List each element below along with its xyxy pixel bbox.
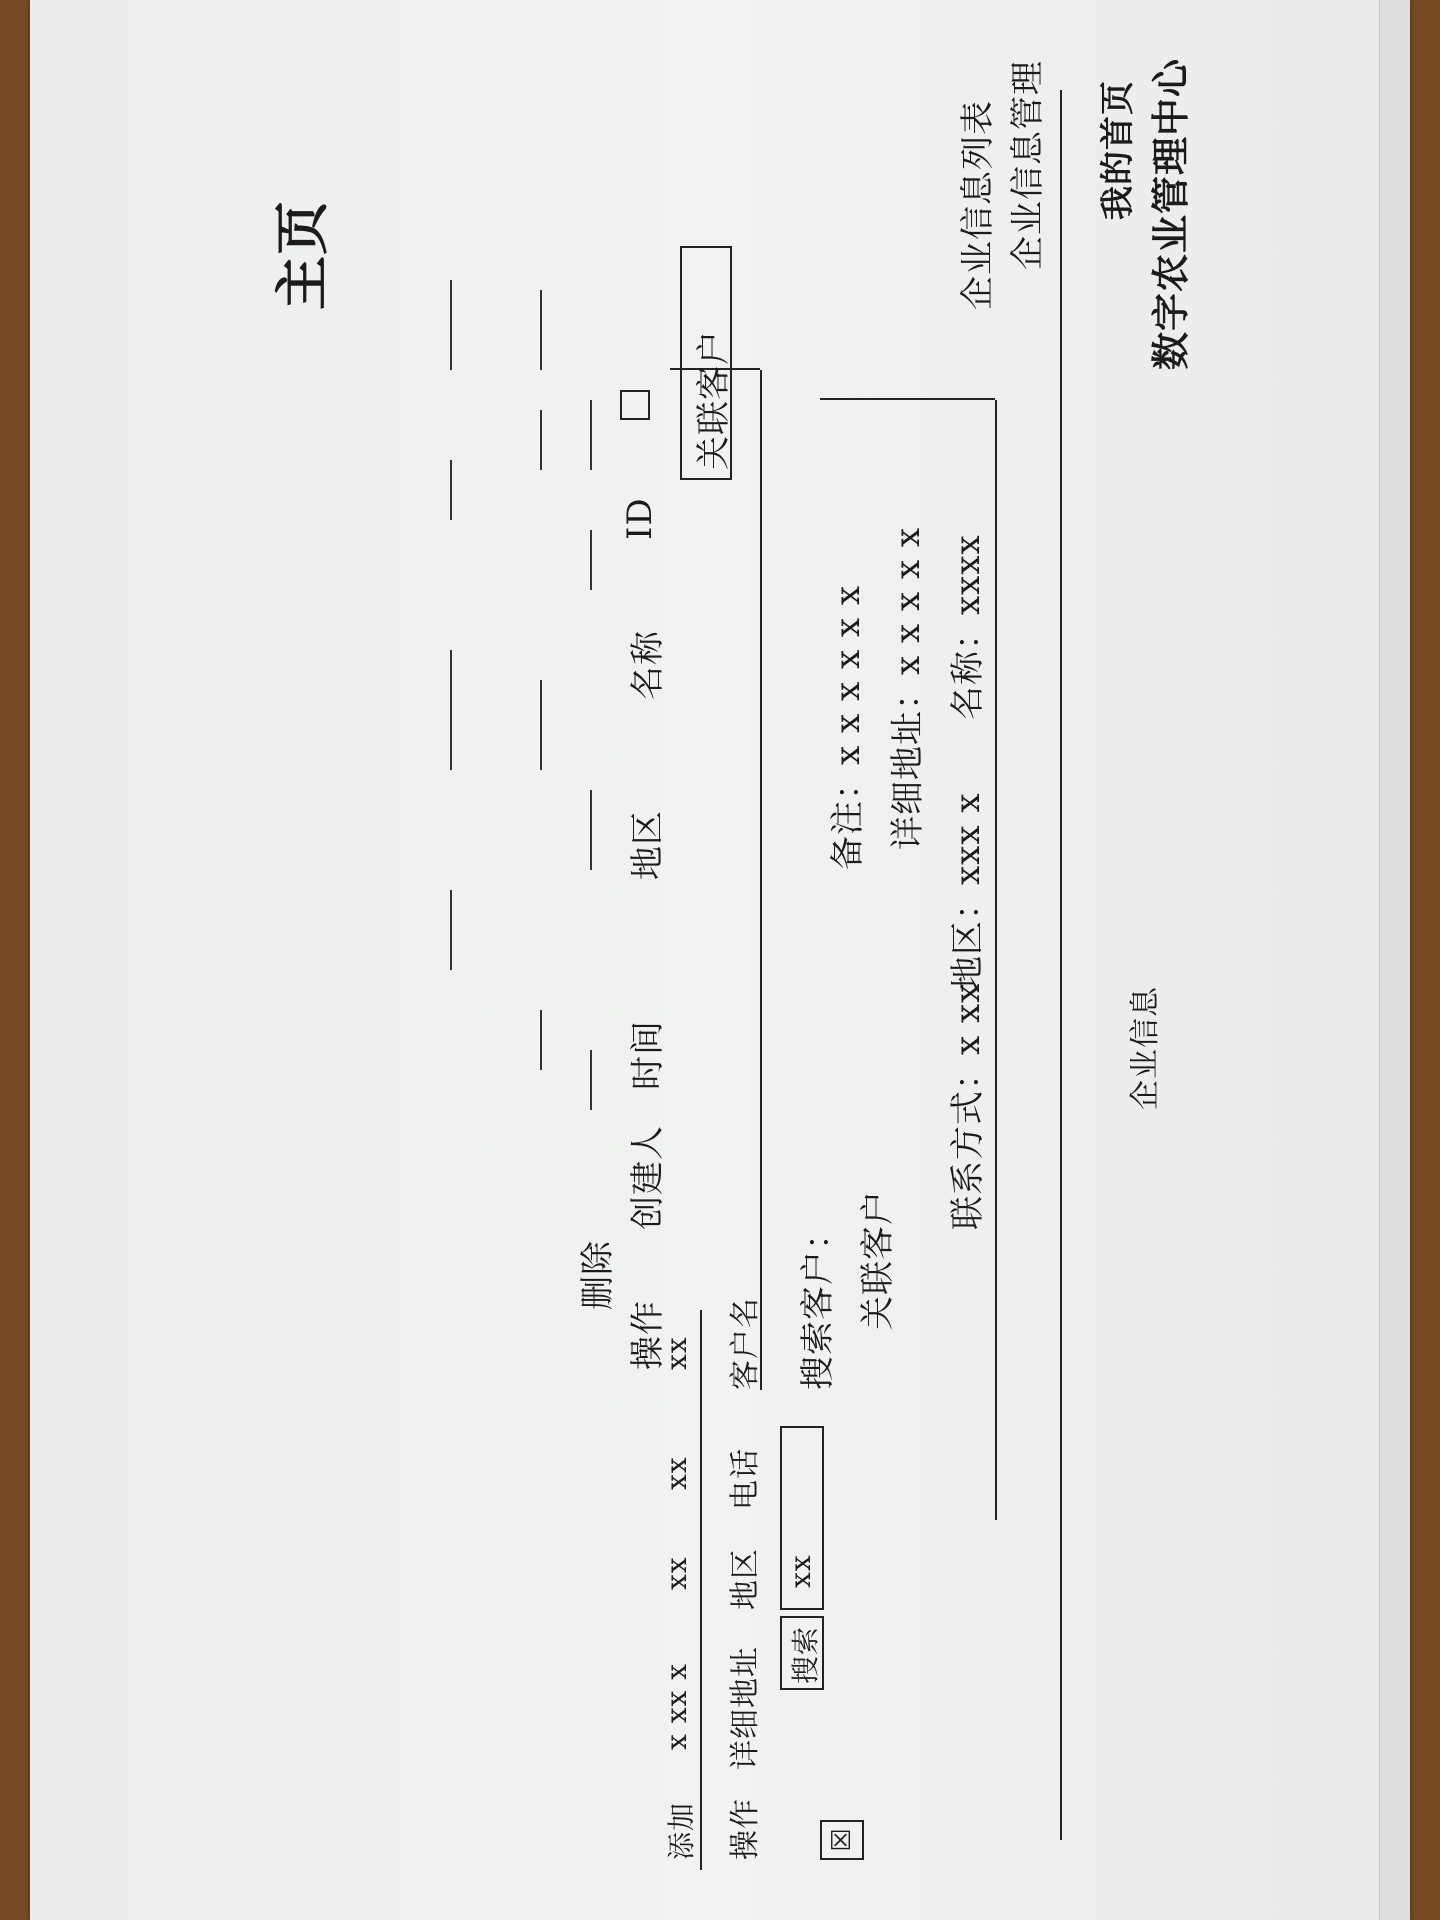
customer-search-button[interactable]	[780, 1616, 824, 1690]
tab-label: 关联客户	[694, 330, 734, 470]
col-id: ID	[620, 497, 660, 540]
col-customer-address: 详细地址	[728, 1646, 763, 1770]
row-customer-region: xx	[660, 1556, 693, 1590]
col-name: 名称	[628, 630, 668, 700]
detail-remark: 备注：x x x x x x	[828, 584, 868, 870]
row-line	[450, 460, 452, 520]
breadcrumb: 数字农业管理中心	[1148, 57, 1193, 370]
col-customer-action: 操作	[728, 1798, 763, 1860]
tab-related-customer[interactable]	[680, 246, 732, 480]
col-customer-phone: 电话	[728, 1448, 763, 1510]
subtitle: 我的首页	[1098, 80, 1138, 220]
col-customer-region: 地区	[728, 1548, 763, 1610]
row-line	[590, 530, 592, 590]
row-line	[590, 400, 592, 470]
delete-link[interactable]: 删除	[578, 1240, 618, 1310]
detail-name: 名称：xxxx	[948, 534, 988, 720]
right-label: 企业信息	[1128, 986, 1163, 1110]
row-customer-address: x xx x	[660, 1663, 693, 1750]
col-region: 地区	[628, 810, 668, 880]
row-line	[450, 890, 452, 970]
customer-table-divider	[700, 1310, 702, 1870]
sketch-canvas	[220, 50, 1250, 1870]
search-button-label: 搜索	[789, 1625, 822, 1684]
header-divider	[1060, 90, 1062, 1840]
page-title: 主页	[270, 200, 334, 310]
search-value: xx	[784, 1554, 817, 1588]
nav-item-enterprise-management[interactable]: 企业信息管理	[1008, 60, 1048, 270]
col-time: 时间	[628, 1020, 668, 1090]
row-customer-name: xx	[660, 1336, 693, 1370]
row-line	[590, 790, 592, 870]
row-line	[590, 1050, 592, 1110]
row-line	[540, 1010, 542, 1070]
detail-address: 详细地址：x x x x x	[888, 526, 928, 850]
detail-left-bracket	[820, 398, 995, 400]
nav-item-enterprise-list[interactable]: 企业信息列表	[958, 100, 998, 310]
row-customer-phone: xx	[660, 1456, 693, 1490]
detail-contact: 联系方式：x xx	[948, 982, 988, 1230]
row-line	[450, 280, 452, 370]
detail-region: 地区：xxx x	[948, 792, 988, 990]
detail-bottom-line	[995, 400, 997, 1520]
customer-search-input[interactable]	[780, 1426, 824, 1610]
select-all-checkbox[interactable]	[620, 390, 650, 420]
close-icon[interactable]: ☒	[820, 1820, 864, 1860]
row-line	[540, 290, 542, 370]
page-edge	[1379, 0, 1410, 1920]
row-line	[540, 680, 542, 770]
col-creator: 创建人	[628, 1125, 668, 1230]
add-customer-link[interactable]: 添加	[665, 1801, 698, 1860]
row-line	[450, 650, 452, 770]
row-line	[540, 410, 542, 470]
customer-panel-title: 关联客户	[858, 1190, 898, 1330]
col-action: 操作	[628, 1300, 668, 1370]
col-customer-name: 客户名	[728, 1297, 763, 1390]
table-top-line	[760, 370, 762, 1390]
customer-search-label: 搜索客户：	[798, 1215, 838, 1390]
